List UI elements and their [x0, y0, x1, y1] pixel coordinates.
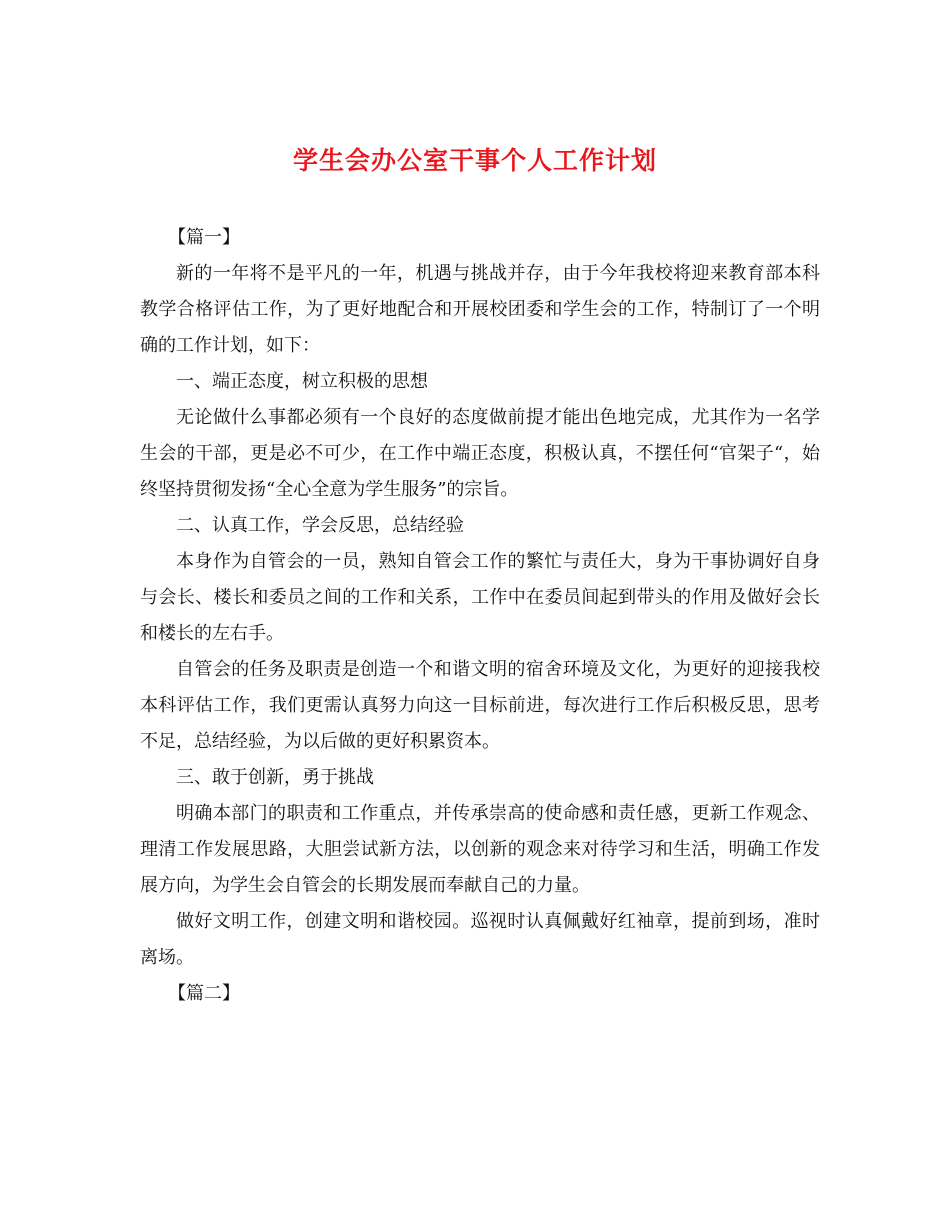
document-title: 学生会办公室干事个人工作计划 [292, 146, 657, 175]
paragraph-3: 本身作为自管会的一员，熟知自管会工作的繁忙与责任大，身为干事协调好自身与会长、楼长和委员之间的工作和关系，工作中在委员间起到带头的作用及做好会长和楼长的左右手。 [140, 551, 820, 644]
section-heading-3: 三、敢于创新，勇于挑战 [176, 767, 374, 788]
section-heading-2: 二、认真工作，学会反思，总结经验 [176, 515, 464, 536]
part-label-2: 【篇二】 [168, 983, 240, 1004]
section-heading-1: 一、端正态度，树立积极的思想 [176, 371, 428, 392]
paragraph-5: 明确本部门的职责和工作重点，并传承崇高的使命感和责任感，更新工作观念、理清工作发展思路，大胆尝试新方法，以创新的观念来对待学习和生活，明确工作发展方向，为学生会自管会的长期发展而奉献自己的力量。 [140, 803, 820, 896]
paragraph-4: 自管会的任务及职责是创造一个和谐文明的宿舍环境及文化，为更好的迎接我校本科评估工作，我们更需认真努力向这一目标前进，每次进行工作后积极反思，思考不足，总结经验，为以后做的更好积累资本。 [140, 659, 820, 752]
paragraph-6: 做好文明工作，创建文明和谐校园。巡视时认真佩戴好红袖章，提前到场，准时离场。 [140, 911, 820, 968]
part-label-1: 【篇一】 [168, 227, 240, 248]
paragraph-1: 新的一年将不是平凡的一年，机遇与挑战并存，由于今年我校将迎来教育部本科教学合格评估工作，为了更好地配合和开展校团委和学生会的工作，特制订了一个明确的工作计划，如下： [140, 263, 820, 356]
document-body [140, 220, 820, 1012]
paragraph-2: 无论做什么事都必须有一个良好的态度做前提才能出色地完成，尤其作为一名学生会的干部，更是必不可少，在工作中端正态度，积极认真，不摆任何“官架子“，始终坚持贯彻发扬“全心全意为学生服务”的宗旨。 [140, 407, 820, 500]
